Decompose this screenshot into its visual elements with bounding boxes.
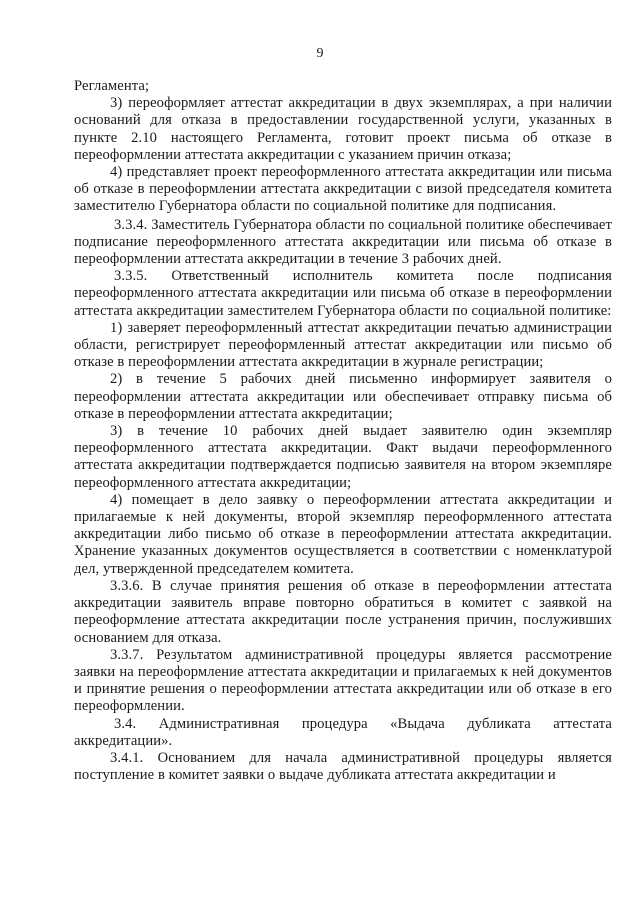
paragraph-reglament-end: Регламента; [74,78,150,94]
document-body [74,78,612,784]
paragraph-3-3-5-item-2: 2) в течение 5 рабочих дней письменно информирует заявителя о переоформлении аттестата аккредитации или обеспечивает отправку письма об отказе в переоформлении аттестата аккредитации; [74,371,612,422]
paragraph-3-4-1: 3.4.1. Основанием для начала административной процедуры является поступление в комитет заявки о выдаче дубликата аттестата аккредитации и [74,749,612,784]
page-number: 9 [316,46,324,61]
paragraph-3-3-4: 3.3.4. Заместитель Губернатора области по социальной политике обеспечивает подписание переоформленного аттестата аккредитации или письма об отказе в переоформлении аттестата аккредитации в течение 3 рабочих дней. [74,216,612,268]
paragraph-3-4: 3.4. Административная процедура «Выдача дубликата аттестата аккредитации». [74,715,612,749]
paragraph-3-3-6: 3.3.6. В случае принятия решения об отказе в переоформлении аттестата аккредитации заявитель вправе повторно обратиться в комитет с заявкой на переоформление аттестата аккредитации после устранения причин, послуживших основанием для отказа. [74,577,612,646]
paragraph-3-3-5-item-3: 3) в течение 10 рабочих дней выдает заявителю один экземпляр переоформленного аттестата аккредитации. Факт выдачи переоформленного аттестата аккредитации подтверждается подписью заявителя на втором экземпляре переоформленного аттестата аккредитации; [74,423,612,491]
paragraph-3-3-5: 3.3.5. Ответственный исполнитель комитета после подписания переоформленного аттестата аккредитации или письма об отказе в переоформлении аттестата аккредитации заместителем Губернатора области по социальной политике: [74,268,612,319]
paragraph-3-3-5-item-1: 1) заверяет переоформленный аттестат аккредитации печатью администрации области, регистрирует переоформленный аттестат аккредитации или письмо об отказе в переоформлении аттестата аккредитации в журнале регистрации; [74,319,612,371]
paragraph-item-3: 3) переоформляет аттестат аккредитации в двух экземплярах, а при наличии оснований для отказа в предоставлении государственной услуги, указанных в пункте 2.10 настоящего Регламента, готовит проект письма об отказе в переоформлении аттестата аккредитации с указанием причин отказа; [74,95,612,163]
paragraph-3-3-7: 3.3.7. Результатом административной процедуры является рассмотрение заявки на переоформление аттестата аккредитации и прилагаемых к ней документов и принятие решения о переоформлении аттестата аккредитации или об отказе в его переоформлении. [74,646,612,715]
paragraph-3-3-5-item-4: 4) помещает в дело заявку о переоформлении аттестата аккредитации и прилагаемые к ней документы, второй экземпляр переоформленного аттестата аккредитации либо письмо об отказе в переоформлении аттестата аккредитации. Хранение указанных документов осуществляется в соответствии с номенклатурой дел, утвержденной председателем комитета. [74,491,612,577]
paragraph-item-4: 4) представляет проект переоформленного аттестата аккредитации или письма об отказе в переоформлении аттестата аккредитации с визой председателя комитета заместителю Губернатора области по социальной политике для подписания. [74,164,612,215]
